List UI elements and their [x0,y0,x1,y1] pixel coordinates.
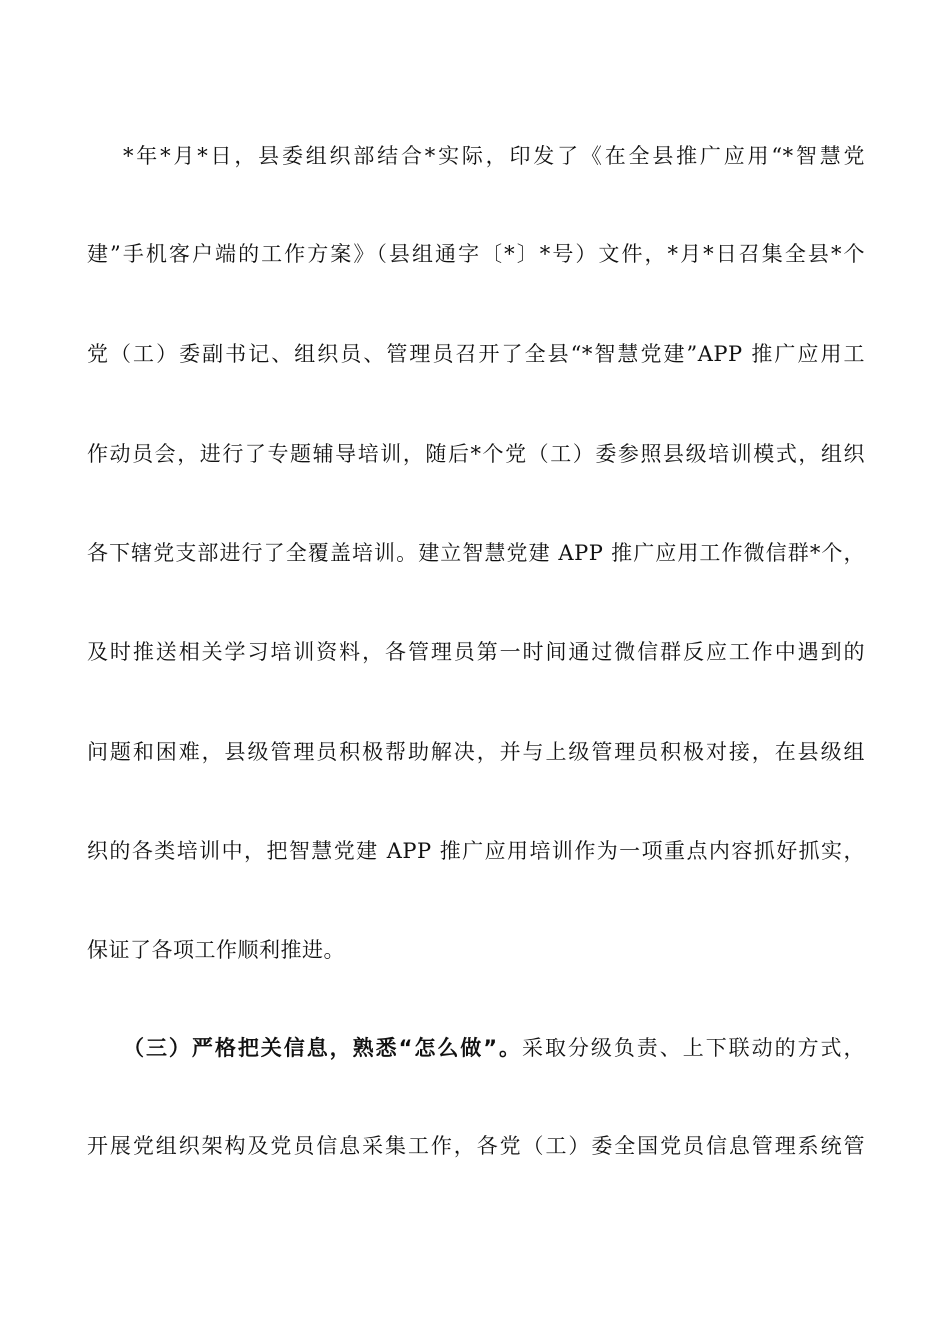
paragraph-1-line-1: *年*月*日，县委组织部结合*实际，印发了《在全县推广应用“*智慧党 [123,144,865,168]
paragraph-1-line-7: 问题和困难，县级管理员积极帮助解决，并与上级管理员积极对接，在县级组 [87,740,865,764]
paragraph-2-line-1-text: 采取分级负责、上下联动的方式， [521,1036,865,1060]
paragraph-1-line-5: 各下辖党支部进行了全覆盖培训。建立智慧党建 APP 推广应用工作微信群*个， [87,541,865,565]
paragraph-2-line-2: 开展党组织架构及党员信息采集工作，各党（工）委全国党员信息管理系统管 [87,1134,865,1158]
section-heading: （三）严格把关信息，熟悉“怎么做”。 [123,1036,522,1060]
paragraph-1-line-3: 党（工）委副书记、组织员、管理员召开了全县“*智慧党建”APP 推广应用工 [87,342,865,366]
paragraph-1-line-6: 及时推送相关学习培训资料，各管理员第一时间通过微信群反应工作中遇到的 [87,640,865,664]
paragraph-2-line-1 [123,1034,865,1062]
paragraph-1-line-8: 织的各类培训中，把智慧党建 APP 推广应用培训作为一项重点内容抓好抓实， [87,839,865,863]
paragraph-1-line-2: 建”手机客户端的工作方案》（县组通字〔*〕*号）文件，*月*日召集全县*个 [87,242,865,266]
paragraph-1-line-9: 保证了各项工作顺利推进。 [87,938,345,962]
paragraph-1-line-4: 作动员会，进行了专题辅导培训，随后*个党（工）委参照县级培训模式，组织 [87,442,865,466]
